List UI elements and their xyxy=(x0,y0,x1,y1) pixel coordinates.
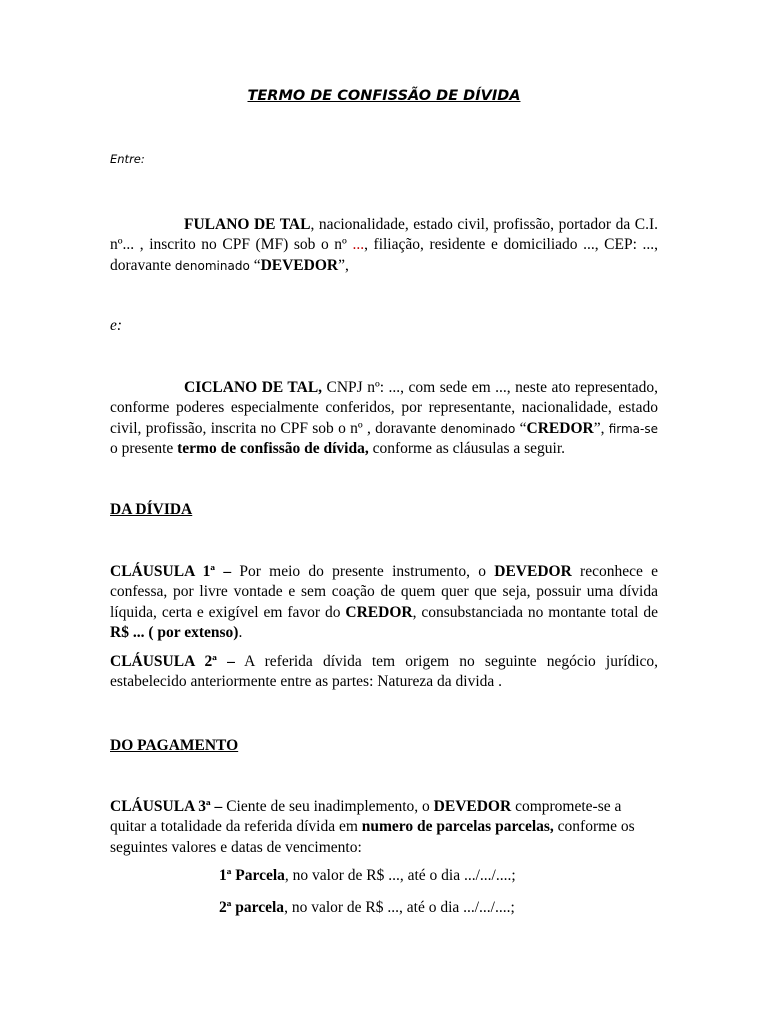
term-name: termo de confissão de dívida, xyxy=(177,440,369,458)
parcela-1: 1ª Parcela, no valor de R$ ..., até o dia .../.../....; xyxy=(219,867,516,884)
clausula-1-label: CLÁUSULA 1ª – xyxy=(110,563,232,580)
clausula-2-label: CLÁUSULA 2ª – xyxy=(110,653,235,670)
devedor-name: FULANO DE TAL xyxy=(184,216,311,233)
conjunction-label: e: xyxy=(110,317,123,334)
credor-paragraph: CICLANO DE TAL, CNPJ nº: ..., com sede em ..., neste ato representado, conforme poderes especialmente conferidos, por representante, nacionalidade, estado civil, profissão, inscrita no CPF sob o nº , doravante denominado “CREDOR”, firma-se o presente termo de confissão de dívida, conforme as cláusulas a seguir. xyxy=(110,379,658,458)
clausula-3-label: CLÁUSULA 3ª – xyxy=(110,798,223,815)
credor-role: CREDOR xyxy=(526,419,594,437)
parcelas-count: numero de parcelas parcelas, xyxy=(361,818,554,836)
devedor-role: DEVEDOR xyxy=(260,256,339,274)
clausula-1: CLÁUSULA 1ª – Por meio do presente instrumento, o DEVEDOR reconhece e confessa, por livre vontade e sem coação de quem quer que seja, possuir uma dívida líquida, certa e exigível em favor do CREDOR, consubstanciada no montante total de R$ ... ( por extenso). xyxy=(110,563,658,642)
devedor-paragraph: FULANO DE TAL, nacionalidade, estado civil, profissão, portador da C.I. nº... , inscrito no CPF (MF) sob o nº ..., filiação, residente e domiciliado ..., CEP: ..., doravante denominado “DEVEDOR”, xyxy=(110,216,658,274)
credor-name: CICLANO DE TAL, xyxy=(184,379,323,396)
section-heading-pagamento: DO PAGAMENTO xyxy=(110,737,239,754)
intro-label: Entre: xyxy=(110,152,145,166)
placeholder-ellipsis: ... xyxy=(352,236,365,254)
clausula-2: CLÁUSULA 2ª – A referida dívida tem origem no seguinte negócio jurídico, estabelecido anteriormente entre as partes: Natureza da divida . xyxy=(110,653,659,691)
clausula-3: CLÁUSULA 3ª – Ciente de seu inadimplemento, o DEVEDOR compromete-se a quitar a totalidade da referida dívida em numero de parcelas parcelas, conforme os seguintes valores e datas de vencimento: xyxy=(110,798,635,856)
section-heading-divida: DA DÍVIDA xyxy=(110,501,193,518)
amount: R$ ... ( por extenso) xyxy=(110,624,239,642)
document-title: TERMO DE CONFISSÃO DE DÍVIDA xyxy=(247,88,521,104)
parcela-2: 2ª parcela, no valor de R$ ..., até o dia .../.../....; xyxy=(219,899,515,916)
parcela-1-label: 1ª Parcela xyxy=(219,867,285,884)
parcela-2-label: 2ª parcela xyxy=(219,899,285,916)
